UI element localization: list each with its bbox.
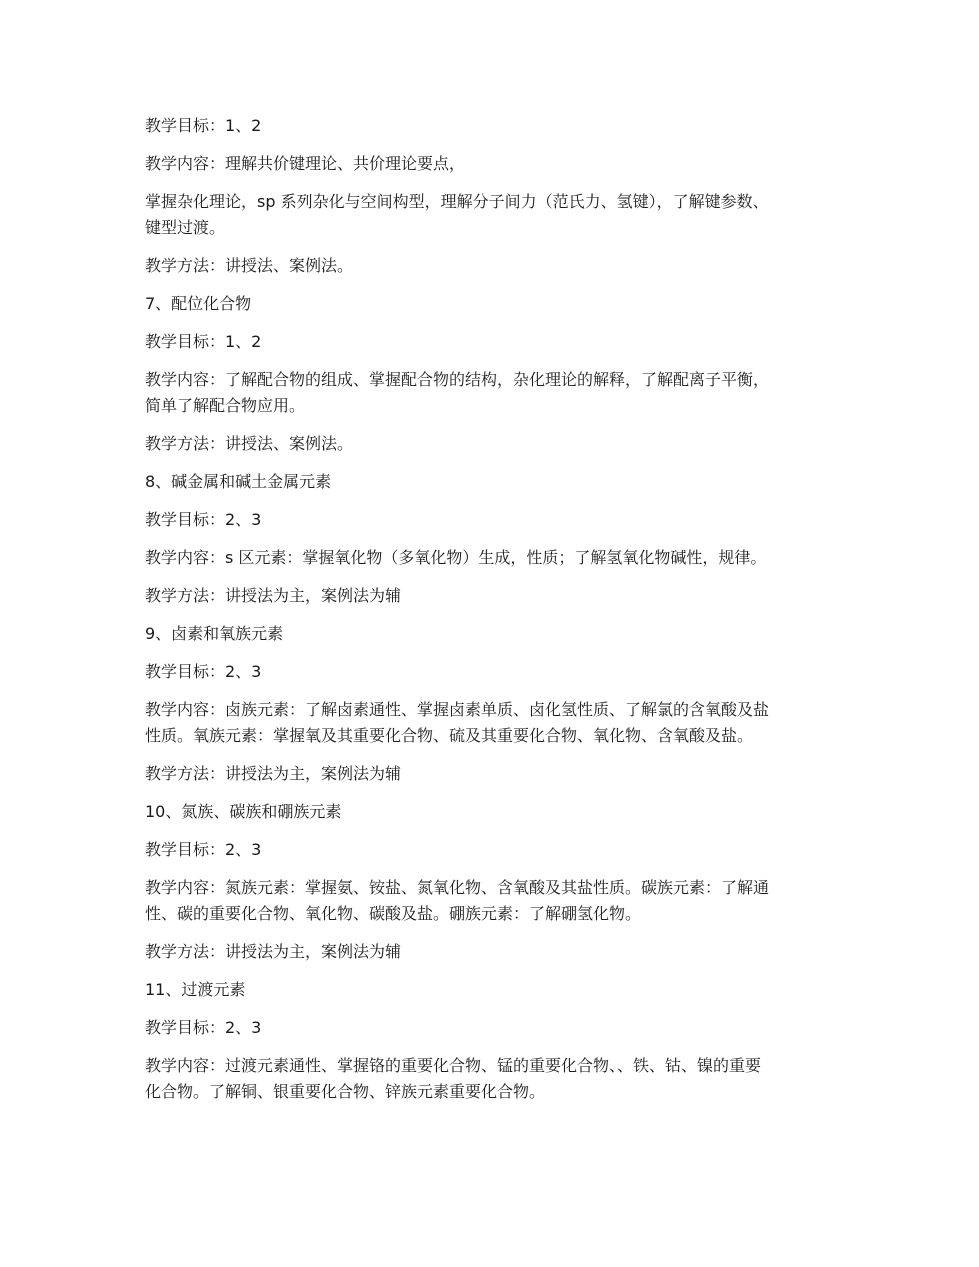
paragraph-teaching-content — [145, 697, 845, 749]
section-heading — [145, 977, 845, 1003]
text-line: 教学方法：讲授法、案例法。 — [145, 434, 354, 453]
document-body — [145, 113, 845, 1117]
paragraph-teaching-goal — [145, 329, 845, 355]
paragraph-teaching-method — [145, 761, 845, 787]
text-line: 教学内容：了解配合物的组成、掌握配合物的结构，杂化理论的解释，了解配离子平衡， — [145, 370, 770, 389]
text-line: 9、卤素和氧族元素 — [145, 624, 284, 643]
text-line: 性、碳的重要化合物、氧化物、碳酸及盐。硼族元素：了解硼氢化物。 — [145, 904, 642, 923]
section-heading — [145, 291, 845, 317]
text-line: 教学方法：讲授法为主，案例法为辅 — [145, 586, 402, 605]
paragraph-teaching-goal — [145, 113, 845, 139]
text-line: 教学内容：卤族元素：了解卤素通性、掌握卤素单质、卤化氢性质、了解氯的含氧酸及盐 — [145, 700, 770, 719]
paragraph-teaching-method — [145, 939, 845, 965]
paragraph-teaching-method — [145, 431, 845, 457]
text-line: 性质。氧族元素：掌握氧及其重要化合物、硫及其重要化合物、氧化物、含氧酸及盐。 — [145, 726, 754, 745]
paragraph-teaching-content — [145, 545, 845, 571]
text-line: 教学内容：氮族元素：掌握氨、铵盐、氮氧化物、含氧酸及其盐性质。碳族元素：了解通 — [145, 878, 770, 897]
section-heading — [145, 621, 845, 647]
paragraph-teaching-goal — [145, 1015, 845, 1041]
section-heading — [145, 469, 845, 495]
section-heading — [145, 799, 845, 825]
text-line: 教学方法：讲授法为主，案例法为辅 — [145, 942, 402, 961]
paragraph-teaching-method — [145, 253, 845, 279]
text-line: 键型过渡。 — [145, 218, 226, 237]
text-line: 教学目标：1、2 — [145, 332, 262, 351]
text-line: 教学目标：1、2 — [145, 116, 262, 135]
text-line: 教学内容：s 区元素：掌握氧化物（多氧化物）生成，性质；了解氢氧化物碱性，规律。 — [145, 548, 767, 567]
paragraph-teaching-goal — [145, 659, 845, 685]
text-line: 教学目标：2、3 — [145, 840, 262, 859]
text-line: 教学方法：讲授法、案例法。 — [145, 256, 354, 275]
paragraph-teaching-content — [145, 875, 845, 927]
paragraph-teaching-content — [145, 1053, 845, 1105]
text-line: 掌握杂化理论，sp 系列杂化与空间构型，理解分子间力（范氏力、氢键），了解键参数、 — [145, 192, 769, 211]
text-line: 教学目标：2、3 — [145, 1018, 262, 1037]
text-line: 教学目标：2、3 — [145, 662, 262, 681]
text-line: 教学内容：理解共价键理论、共价理论要点， — [145, 154, 466, 173]
text-line: 7、配位化合物 — [145, 294, 252, 313]
paragraph-teaching-content — [145, 367, 845, 419]
text-line: 教学方法：讲授法为主，案例法为辅 — [145, 764, 402, 783]
text-line: 简单了解配合物应用。 — [145, 396, 306, 415]
text-line: 教学内容：过渡元素通性、掌握铬的重要化合物、锰的重要化合物、、铁、钴、镍的重要 — [145, 1056, 762, 1075]
paragraph-content-detail — [145, 189, 845, 241]
paragraph-teaching-content — [145, 151, 845, 177]
paragraph-teaching-method — [145, 583, 845, 609]
text-line: 教学目标：2、3 — [145, 510, 262, 529]
paragraph-teaching-goal — [145, 507, 845, 533]
paragraph-teaching-goal — [145, 837, 845, 863]
text-line: 11、过渡元素 — [145, 980, 246, 999]
text-line: 10、氮族、碳族和硼族元素 — [145, 802, 342, 821]
text-line: 8、碱金属和碱土金属元素 — [145, 472, 332, 491]
text-line: 化合物。了解铜、银重要化合物、锌族元素重要化合物。 — [145, 1082, 546, 1101]
